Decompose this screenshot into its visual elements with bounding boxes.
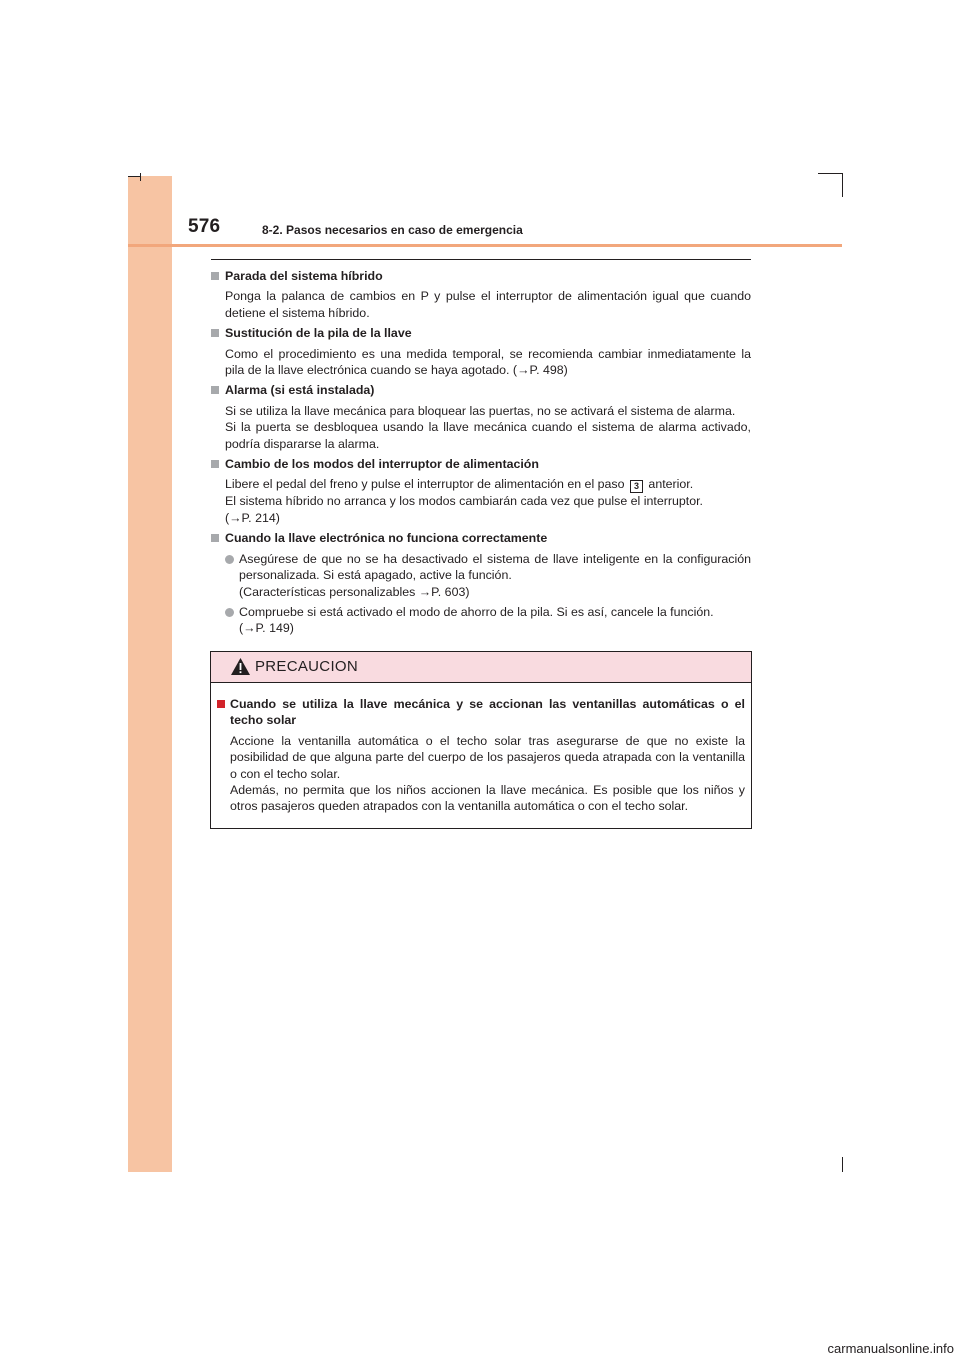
caution-box — [210, 651, 752, 829]
page-reference: (→P. 149) — [239, 621, 294, 636]
content-rule — [211, 259, 751, 260]
crop-mark-top-right-h — [818, 173, 842, 174]
item-title: Sustitución de la pila de la llave — [211, 325, 751, 341]
item-stop-hybrid — [211, 268, 751, 321]
red-square-bullet-icon — [217, 700, 225, 708]
caution-text: Accione la ventanilla automática o el techo solar tras asegurarse de que no existe la posibilidad de que alguna parte del cuerpo de los pasajeros queda atrapada con la ventanilla o con el techo solar. Además, no permita que los niños accionen la llave mecánica. Es posible que los niños y otros pasajeros queden atrapados con la ventanilla automática o con el techo solar. — [230, 733, 745, 814]
list-item: Asegúrese de que no se ha desactivado el sistema de llave inteligente en la configuración personalizada. Si está apagado, active la función. (Características personalizables →P. 603) — [225, 551, 751, 600]
caution-body — [211, 683, 751, 815]
section-title: 8-2. Pasos necesarios en caso de emergencia — [262, 223, 523, 237]
circle-bullet-icon — [225, 555, 234, 564]
item-key-malfunction — [211, 530, 751, 636]
main-content — [211, 268, 751, 641]
item-title: Parada del sistema híbrido — [211, 268, 751, 284]
item-body: Libere el pedal del freno y pulse el interruptor de alimentación en el paso 3 anterior. El sistema híbrido no arranca y los modos cambiarán cada vez que pulse el interruptor. (→P. 214) — [211, 476, 751, 526]
item-battery-replacement — [211, 325, 751, 378]
item-title: Cuando la llave electrónica no funciona correctamente — [211, 530, 751, 546]
square-bullet-icon — [211, 534, 219, 542]
crop-mark-top-left-h — [128, 176, 140, 177]
item-alarm — [211, 382, 751, 452]
page-number: 576 — [188, 216, 221, 237]
page-reference: (→P. 214) — [225, 510, 280, 525]
square-bullet-icon — [211, 460, 219, 468]
warning-triangle-icon — [230, 657, 251, 676]
list-item: Compruebe si está activado el modo de ahorro de la pila. Si es así, cancele la función. (→P. 149) — [225, 604, 751, 637]
crop-mark-top-right-v — [842, 173, 843, 197]
square-bullet-icon — [211, 272, 219, 280]
step-number-badge: 3 — [630, 480, 643, 493]
item-power-modes — [211, 456, 751, 526]
caution-title: Cuando se utiliza la llave mecánica y se accionan las ventanillas automáticas o el techo solar — [217, 696, 745, 729]
item-title: Alarma (si está instalada) — [211, 382, 751, 398]
bullet-list — [211, 551, 751, 637]
square-bullet-icon — [211, 329, 219, 337]
footer-watermark: carmanualsonline.info — [827, 1341, 954, 1356]
page-reference: (Características personalizables →P. 603) — [239, 584, 470, 599]
crop-mark-bottom-right — [842, 1157, 843, 1172]
item-body: Como el procedimiento es una medida temporal, se recomienda cambiar inmediatamente la pila de la llave electrónica cuando se haya agotado. (→P. 498) — [225, 346, 751, 378]
crop-mark-top-left — [140, 173, 141, 181]
circle-bullet-icon — [225, 608, 234, 617]
caution-header — [211, 652, 751, 683]
header-rule — [128, 244, 842, 247]
item-title: Cambio de los modos del interruptor de alimentación — [211, 456, 751, 472]
square-bullet-icon — [211, 386, 219, 394]
caution-label: PRECAUCION — [255, 658, 359, 675]
chapter-side-band — [128, 176, 172, 1172]
item-body: Ponga la palanca de cambios en P y pulse el interruptor de alimentación igual que cuando detiene el sistema híbrido. — [225, 289, 751, 320]
item-body: Si se utiliza la llave mecánica para bloquear las puertas, no se activará el sistema de alarma. Si la puerta se desbloquea usando la llave mecánica cuando el sistema de alarma activado, podría dispararse la alarma. — [225, 403, 751, 451]
